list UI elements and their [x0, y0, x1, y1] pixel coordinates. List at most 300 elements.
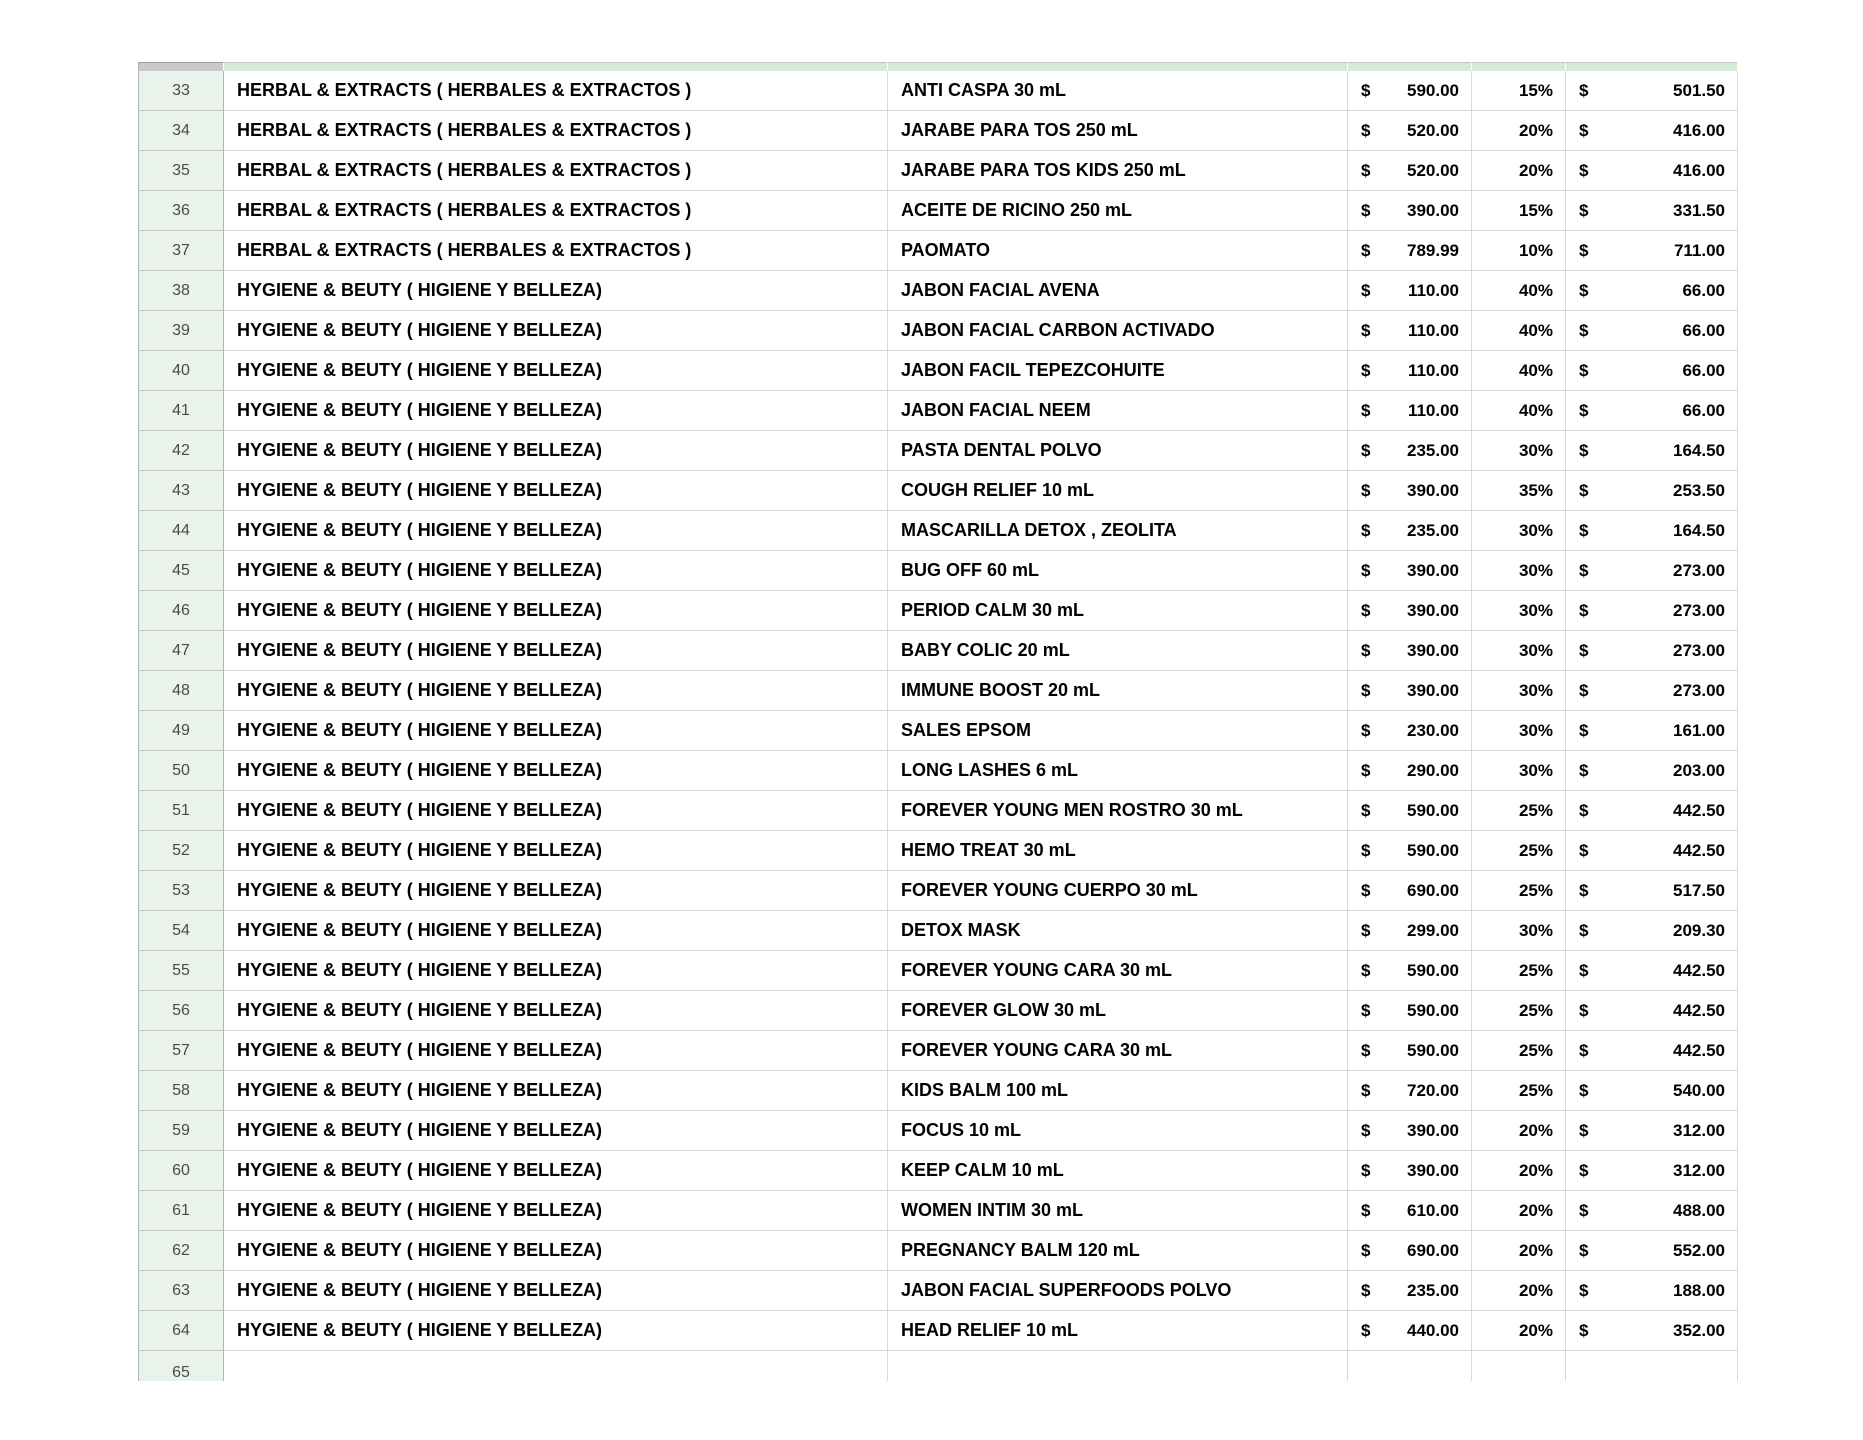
discount-value: 20%: [1518, 1120, 1553, 1140]
row-number-cell[interactable]: [138, 191, 224, 231]
currency-symbol: $: [1361, 280, 1371, 300]
discount-value: 30%: [1518, 640, 1553, 660]
price-cell[interactable]: [1348, 871, 1472, 911]
category-cell[interactable]: [224, 1151, 888, 1191]
product-cell[interactable]: [888, 231, 1348, 271]
product-cell[interactable]: [888, 1231, 1348, 1271]
final-price-cell[interactable]: [1566, 1151, 1738, 1191]
product-label: BUG OFF 60 mL: [901, 560, 1040, 580]
discount-value: 25%: [1518, 800, 1553, 820]
row-number-cell[interactable]: [138, 591, 224, 631]
price-cell[interactable]: [1348, 391, 1472, 431]
currency-symbol: $: [1579, 600, 1589, 620]
row-number-cell[interactable]: [138, 1111, 224, 1151]
final-price-cell[interactable]: [1566, 591, 1738, 631]
discount-cell[interactable]: [1472, 1031, 1566, 1071]
category-label: HYGIENE & BEUTY ( HIGIENE Y BELLEZA): [237, 1160, 603, 1180]
discount-cell[interactable]: [1472, 631, 1566, 671]
product-cell[interactable]: [888, 471, 1348, 511]
discount-cell[interactable]: [1472, 1231, 1566, 1271]
row-number-cell[interactable]: [138, 1031, 224, 1071]
product-cell[interactable]: [888, 151, 1348, 191]
discount-cell[interactable]: [1472, 1151, 1566, 1191]
row-number-cell[interactable]: [138, 111, 224, 151]
price-value: 299.00: [1407, 920, 1459, 940]
discount-cell[interactable]: [1472, 591, 1566, 631]
row-number-cell[interactable]: [138, 551, 224, 591]
category-cell[interactable]: [224, 671, 888, 711]
price-value: 690.00: [1407, 1240, 1459, 1260]
discount-cell[interactable]: [1472, 311, 1566, 351]
category-cell[interactable]: [224, 311, 888, 351]
row-number-cell[interactable]: [138, 711, 224, 751]
currency-symbol: $: [1361, 520, 1371, 540]
product-cell[interactable]: [888, 511, 1348, 551]
discount-cell[interactable]: [1472, 511, 1566, 551]
category-cell[interactable]: [224, 271, 888, 311]
discount-value: 20%: [1518, 1320, 1553, 1340]
currency-symbol: $: [1579, 480, 1589, 500]
row-number-cell[interactable]: [138, 431, 224, 471]
row-number-cell[interactable]: [138, 311, 224, 351]
category-label: HYGIENE & BEUTY ( HIGIENE Y BELLEZA): [237, 1280, 603, 1300]
discount-cell[interactable]: [1472, 1271, 1566, 1311]
price-cell[interactable]: [1348, 1151, 1472, 1191]
row-number: 51: [172, 801, 190, 819]
final-price-cell[interactable]: [1566, 391, 1738, 431]
currency-symbol: $: [1579, 280, 1589, 300]
price-value: 789.99: [1407, 240, 1459, 260]
category-cell[interactable]: [224, 191, 888, 231]
row-number: 38: [172, 281, 190, 299]
price-cell[interactable]: [1348, 431, 1472, 471]
category-label: HERBAL & EXTRACTS ( HERBALES & EXTRACTOS ): [237, 80, 692, 100]
price-cell[interactable]: [1348, 551, 1472, 591]
final-price-cell[interactable]: [1566, 791, 1738, 831]
row-number-cell[interactable]: [138, 151, 224, 191]
price-cell[interactable]: [1348, 231, 1472, 271]
price-cell[interactable]: [1348, 911, 1472, 951]
row-number-cell[interactable]: [138, 1311, 224, 1351]
discount-cell[interactable]: [1472, 351, 1566, 391]
product-cell[interactable]: [888, 71, 1348, 111]
product-cell[interactable]: [888, 1031, 1348, 1071]
price-value: 110.00: [1407, 400, 1459, 420]
price-cell[interactable]: [1348, 791, 1472, 831]
discount-value: 30%: [1518, 720, 1553, 740]
product-label: JABON FACIAL SUPERFOODS POLVO: [901, 1280, 1232, 1300]
final-price-cell[interactable]: [1566, 511, 1738, 551]
price-cell[interactable]: [1348, 751, 1472, 791]
final-price-cell[interactable]: [1566, 351, 1738, 391]
final-price-cell[interactable]: [1566, 831, 1738, 871]
price-value: 390.00: [1407, 480, 1459, 500]
row-number-cell[interactable]: [138, 351, 224, 391]
currency-symbol: $: [1361, 480, 1371, 500]
partial-top-row-price-cell: [1348, 62, 1472, 71]
price-cell[interactable]: [1348, 1311, 1472, 1351]
category-cell[interactable]: [224, 831, 888, 871]
product-cell[interactable]: [888, 1151, 1348, 1191]
category-cell[interactable]: [224, 591, 888, 631]
price-cell[interactable]: [1348, 1191, 1472, 1231]
price-cell[interactable]: [1348, 671, 1472, 711]
product-cell[interactable]: [888, 1111, 1348, 1151]
product-cell[interactable]: [888, 191, 1348, 231]
discount-cell[interactable]: [1472, 431, 1566, 471]
category-cell[interactable]: [224, 991, 888, 1031]
category-cell[interactable]: [224, 871, 888, 911]
final-price-cell[interactable]: [1566, 271, 1738, 311]
product-cell[interactable]: [888, 991, 1348, 1031]
final-price-cell[interactable]: [1566, 71, 1738, 111]
currency-symbol: $: [1361, 800, 1371, 820]
row-number-cell[interactable]: [138, 1191, 224, 1231]
category-cell[interactable]: [224, 1111, 888, 1151]
row-number-cell[interactable]: [138, 871, 224, 911]
table-row: [138, 1271, 1738, 1311]
final-price-cell[interactable]: [1566, 1071, 1738, 1111]
category-cell[interactable]: [224, 511, 888, 551]
price-cell[interactable]: [1348, 191, 1472, 231]
product-cell[interactable]: [888, 1191, 1348, 1231]
category-cell[interactable]: [224, 1271, 888, 1311]
product-label: BABY COLIC 20 mL: [901, 640, 1070, 660]
price-value: 590.00: [1407, 1040, 1459, 1060]
product-cell[interactable]: [888, 831, 1348, 871]
price-cell[interactable]: [1348, 351, 1472, 391]
table-row: [138, 471, 1738, 511]
product-label: KEEP CALM 10 mL: [901, 1160, 1064, 1180]
product-cell[interactable]: [888, 271, 1348, 311]
row-number: 47: [172, 641, 190, 659]
price-value: 110.00: [1407, 280, 1459, 300]
final-price-cell[interactable]: [1566, 951, 1738, 991]
row-number-cell[interactable]: [138, 511, 224, 551]
final-price-cell[interactable]: [1566, 1191, 1738, 1231]
product-cell[interactable]: [888, 1351, 1348, 1381]
final-price-cell[interactable]: [1566, 631, 1738, 671]
currency-symbol: $: [1361, 640, 1371, 660]
currency-symbol: $: [1579, 400, 1589, 420]
product-label: ACEITE DE RICINO 250 mL: [901, 200, 1133, 220]
category-cell[interactable]: [224, 351, 888, 391]
product-label: JABON FACIAL AVENA: [901, 280, 1100, 300]
table-row: [138, 791, 1738, 831]
table-row: [138, 151, 1738, 191]
category-label: HYGIENE & BEUTY ( HIGIENE Y BELLEZA): [237, 1200, 603, 1220]
category-cell[interactable]: [224, 391, 888, 431]
product-cell[interactable]: [888, 311, 1348, 351]
final-price-cell[interactable]: [1566, 111, 1738, 151]
discount-cell[interactable]: [1472, 231, 1566, 271]
price-cell[interactable]: [1348, 151, 1472, 191]
discount-value: 25%: [1518, 840, 1553, 860]
discount-value: 25%: [1518, 1080, 1553, 1100]
discount-cell[interactable]: [1472, 831, 1566, 871]
row-number-cell[interactable]: [138, 231, 224, 271]
price-cell[interactable]: [1348, 631, 1472, 671]
price-cell[interactable]: [1348, 1351, 1472, 1381]
final-price-cell[interactable]: [1566, 471, 1738, 511]
currency-symbol: $: [1579, 360, 1589, 380]
category-cell[interactable]: [224, 631, 888, 671]
final-price-value: 517.50: [1673, 880, 1725, 900]
product-label: KIDS BALM 100 mL: [901, 1080, 1069, 1100]
price-cell[interactable]: [1348, 471, 1472, 511]
product-label: LONG LASHES 6 mL: [901, 760, 1079, 780]
category-cell[interactable]: [224, 1191, 888, 1231]
final-price-value: 273.00: [1673, 560, 1725, 580]
final-price-cell[interactable]: [1566, 1031, 1738, 1071]
final-price-cell[interactable]: [1566, 711, 1738, 751]
discount-cell[interactable]: [1472, 671, 1566, 711]
discount-value: 20%: [1518, 1240, 1553, 1260]
product-label: ANTI CASPA 30 mL: [901, 80, 1067, 100]
price-value: 720.00: [1407, 1080, 1459, 1100]
discount-cell[interactable]: [1472, 271, 1566, 311]
discount-cell[interactable]: [1472, 791, 1566, 831]
discount-cell[interactable]: [1472, 1191, 1566, 1231]
product-cell[interactable]: [888, 711, 1348, 751]
row-number-cell[interactable]: [138, 1271, 224, 1311]
category-cell[interactable]: [224, 1231, 888, 1271]
price-value: 390.00: [1407, 1160, 1459, 1180]
product-label: FOREVER YOUNG MEN ROSTRO 30 mL: [901, 800, 1243, 820]
currency-symbol: $: [1361, 880, 1371, 900]
product-cell[interactable]: [888, 871, 1348, 911]
product-label: PAOMATO: [901, 240, 990, 260]
discount-cell[interactable]: [1472, 71, 1566, 111]
price-value: 610.00: [1407, 1200, 1459, 1220]
final-price-cell[interactable]: [1566, 671, 1738, 711]
currency-symbol: $: [1579, 640, 1589, 660]
product-cell[interactable]: [888, 391, 1348, 431]
currency-symbol: $: [1361, 760, 1371, 780]
price-value: 390.00: [1407, 200, 1459, 220]
row-number: 59: [172, 1121, 190, 1139]
row-number-cell[interactable]: [138, 1351, 224, 1381]
table-row: [138, 711, 1738, 751]
product-cell[interactable]: [888, 1071, 1348, 1111]
price-cell[interactable]: [1348, 71, 1472, 111]
category-label: HERBAL & EXTRACTS ( HERBALES & EXTRACTOS ): [237, 200, 692, 220]
category-cell[interactable]: [224, 951, 888, 991]
category-label: HYGIENE & BEUTY ( HIGIENE Y BELLEZA): [237, 1040, 603, 1060]
row-number-cell[interactable]: [138, 671, 224, 711]
row-number-cell[interactable]: [138, 911, 224, 951]
category-cell[interactable]: [224, 231, 888, 271]
final-price-cell[interactable]: [1566, 1351, 1738, 1381]
discount-cell[interactable]: [1472, 911, 1566, 951]
final-price-cell[interactable]: [1566, 991, 1738, 1031]
currency-symbol: $: [1361, 1240, 1371, 1260]
row-number-cell[interactable]: [138, 391, 224, 431]
final-price-cell[interactable]: [1566, 871, 1738, 911]
price-cell[interactable]: [1348, 1031, 1472, 1071]
final-price-cell[interactable]: [1566, 1231, 1738, 1271]
price-cell[interactable]: [1348, 831, 1472, 871]
price-cell[interactable]: [1348, 271, 1472, 311]
price-cell[interactable]: [1348, 311, 1472, 351]
row-number-cell[interactable]: [138, 751, 224, 791]
currency-symbol: $: [1361, 560, 1371, 580]
price-cell[interactable]: [1348, 591, 1472, 631]
discount-cell[interactable]: [1472, 151, 1566, 191]
discount-cell[interactable]: [1472, 951, 1566, 991]
discount-cell[interactable]: [1472, 551, 1566, 591]
discount-cell[interactable]: [1472, 1351, 1566, 1381]
row-number-cell[interactable]: [138, 471, 224, 511]
final-price-value: 552.00: [1673, 1240, 1725, 1260]
final-price-value: 442.50: [1673, 1040, 1725, 1060]
category-label: HERBAL & EXTRACTS ( HERBALES & EXTRACTOS ): [237, 160, 692, 180]
row-number-cell[interactable]: [138, 631, 224, 671]
product-cell[interactable]: [888, 911, 1348, 951]
currency-symbol: $: [1361, 320, 1371, 340]
table-row: [138, 1191, 1738, 1231]
category-cell[interactable]: [224, 111, 888, 151]
currency-symbol: $: [1579, 1120, 1589, 1140]
category-label: HYGIENE & BEUTY ( HIGIENE Y BELLEZA): [237, 680, 603, 700]
table-row: [138, 951, 1738, 991]
discount-cell[interactable]: [1472, 111, 1566, 151]
category-cell[interactable]: [224, 151, 888, 191]
category-label: HYGIENE & BEUTY ( HIGIENE Y BELLEZA): [237, 880, 603, 900]
table-row: [138, 751, 1738, 791]
row-number-cell[interactable]: [138, 791, 224, 831]
final-price-cell[interactable]: [1566, 751, 1738, 791]
price-cell[interactable]: [1348, 1071, 1472, 1111]
table-row: [138, 551, 1738, 591]
currency-symbol: $: [1361, 1120, 1371, 1140]
discount-cell[interactable]: [1472, 991, 1566, 1031]
currency-symbol: $: [1579, 1280, 1589, 1300]
category-cell[interactable]: [224, 1071, 888, 1111]
category-label: HYGIENE & BEUTY ( HIGIENE Y BELLEZA): [237, 1240, 603, 1260]
product-cell[interactable]: [888, 951, 1348, 991]
row-number: 63: [172, 1281, 190, 1299]
row-number-cell[interactable]: [138, 71, 224, 111]
currency-symbol: $: [1579, 120, 1589, 140]
category-cell[interactable]: [224, 711, 888, 751]
discount-value: 30%: [1518, 600, 1553, 620]
discount-cell[interactable]: [1472, 391, 1566, 431]
category-cell[interactable]: [224, 431, 888, 471]
category-cell[interactable]: [224, 911, 888, 951]
discount-cell[interactable]: [1472, 751, 1566, 791]
category-cell[interactable]: [224, 471, 888, 511]
discount-value: 20%: [1518, 160, 1553, 180]
row-number-cell[interactable]: [138, 1231, 224, 1271]
category-label: HYGIENE & BEUTY ( HIGIENE Y BELLEZA): [237, 400, 603, 420]
row-number-cell[interactable]: [138, 271, 224, 311]
price-value: 110.00: [1407, 360, 1459, 380]
product-cell[interactable]: [888, 751, 1348, 791]
final-price-cell[interactable]: [1566, 231, 1738, 271]
row-number-cell[interactable]: [138, 991, 224, 1031]
product-cell[interactable]: [888, 591, 1348, 631]
product-cell[interactable]: [888, 351, 1348, 391]
category-cell[interactable]: [224, 71, 888, 111]
row-number-cell[interactable]: [138, 1151, 224, 1191]
category-cell[interactable]: [224, 751, 888, 791]
row-number-cell[interactable]: [138, 831, 224, 871]
product-cell[interactable]: [888, 631, 1348, 671]
category-cell[interactable]: [224, 1311, 888, 1351]
final-price-value: 501.50: [1673, 80, 1725, 100]
product-cell[interactable]: [888, 1271, 1348, 1311]
price-cell[interactable]: [1348, 1271, 1472, 1311]
price-cell[interactable]: [1348, 511, 1472, 551]
price-cell[interactable]: [1348, 991, 1472, 1031]
currency-symbol: $: [1361, 1320, 1371, 1340]
discount-value: 15%: [1518, 80, 1553, 100]
final-price-cell[interactable]: [1566, 191, 1738, 231]
product-label: WOMEN INTIM 30 mL: [901, 1200, 1084, 1220]
product-label: IMMUNE BOOST 20 mL: [901, 680, 1101, 700]
row-number-cell[interactable]: [138, 951, 224, 991]
final-price-cell[interactable]: [1566, 151, 1738, 191]
price-value: 235.00: [1407, 1280, 1459, 1300]
discount-cell[interactable]: [1472, 1311, 1566, 1351]
discount-cell[interactable]: [1472, 871, 1566, 911]
discount-cell[interactable]: [1472, 191, 1566, 231]
product-cell[interactable]: [888, 671, 1348, 711]
price-value: 290.00: [1407, 760, 1459, 780]
partial-top-row-category-cell: [224, 62, 888, 71]
discount-cell[interactable]: [1472, 1071, 1566, 1111]
product-cell[interactable]: [888, 1311, 1348, 1351]
price-value: 690.00: [1407, 880, 1459, 900]
product-cell[interactable]: [888, 111, 1348, 151]
product-label: JABON FACIAL CARBON ACTIVADO: [901, 320, 1215, 340]
price-cell[interactable]: [1348, 1111, 1472, 1151]
product-cell[interactable]: [888, 551, 1348, 591]
final-price-cell[interactable]: [1566, 1271, 1738, 1311]
price-cell[interactable]: [1348, 711, 1472, 751]
price-cell[interactable]: [1348, 951, 1472, 991]
discount-cell[interactable]: [1472, 1111, 1566, 1151]
final-price-cell[interactable]: [1566, 911, 1738, 951]
table-row: [138, 911, 1738, 951]
currency-symbol: $: [1361, 720, 1371, 740]
category-cell[interactable]: [224, 1351, 888, 1381]
final-price-cell[interactable]: [1566, 311, 1738, 351]
discount-cell[interactable]: [1472, 471, 1566, 511]
final-price-cell[interactable]: [1566, 1311, 1738, 1351]
product-cell[interactable]: [888, 791, 1348, 831]
product-cell[interactable]: [888, 431, 1348, 471]
category-cell[interactable]: [224, 791, 888, 831]
row-number-cell[interactable]: [138, 1071, 224, 1111]
final-price-cell[interactable]: [1566, 431, 1738, 471]
category-label: HYGIENE & BEUTY ( HIGIENE Y BELLEZA): [237, 760, 603, 780]
price-cell[interactable]: [1348, 1231, 1472, 1271]
category-cell[interactable]: [224, 1031, 888, 1071]
discount-cell[interactable]: [1472, 711, 1566, 751]
final-price-value: 711.00: [1673, 240, 1725, 260]
final-price-cell[interactable]: [1566, 551, 1738, 591]
category-cell[interactable]: [224, 551, 888, 591]
currency-symbol: $: [1361, 840, 1371, 860]
price-value: 590.00: [1407, 1000, 1459, 1020]
price-cell[interactable]: [1348, 111, 1472, 151]
currency-symbol: $: [1361, 360, 1371, 380]
final-price-cell[interactable]: [1566, 1111, 1738, 1151]
final-price-value: 488.00: [1673, 1200, 1725, 1220]
row-number: 44: [172, 521, 190, 539]
